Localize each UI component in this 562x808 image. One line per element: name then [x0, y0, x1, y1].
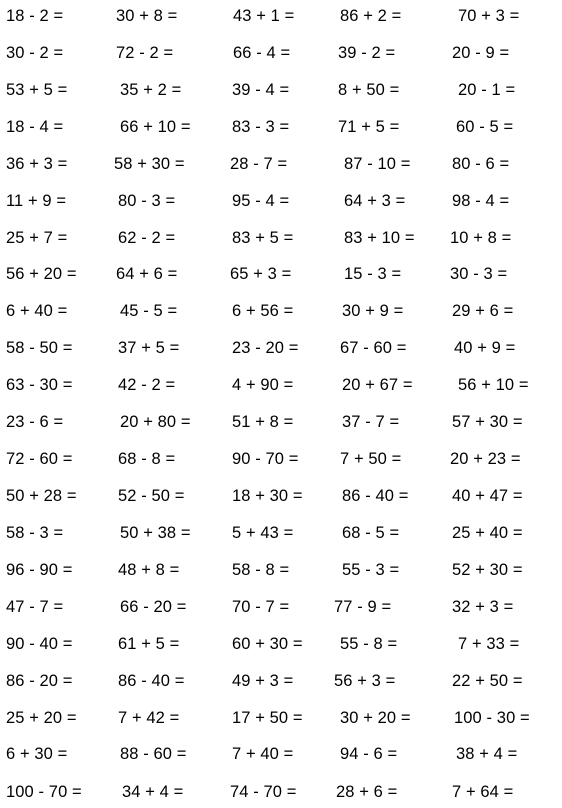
math-problem: 7 + 42 =	[118, 709, 180, 727]
math-problem: 30 + 8 =	[116, 7, 178, 25]
math-problem: 20 - 9 =	[452, 44, 510, 62]
math-problem: 100 - 30 =	[454, 709, 530, 727]
math-problem: 10 + 8 =	[450, 229, 512, 247]
math-problem: 15 - 3 =	[344, 265, 402, 283]
math-problem: 56 + 10 =	[458, 376, 529, 394]
math-problem: 23 - 6 =	[6, 413, 64, 431]
math-problem: 87 - 10 =	[344, 155, 411, 173]
math-problem: 61 + 5 =	[118, 635, 180, 653]
math-problem: 50 + 38 =	[120, 524, 191, 542]
math-problem: 29 + 6 =	[452, 302, 514, 320]
math-problem: 37 + 5 =	[118, 339, 180, 357]
math-problem: 58 - 50 =	[6, 339, 73, 357]
math-problem: 68 - 8 =	[118, 450, 176, 468]
math-problem: 56 + 3 =	[334, 672, 396, 690]
math-problem: 64 + 3 =	[344, 192, 406, 210]
math-problem: 70 - 7 =	[232, 598, 290, 616]
math-problem: 60 - 5 =	[456, 118, 514, 136]
math-problem: 86 + 2 =	[340, 7, 402, 25]
math-problem: 42 - 2 =	[118, 376, 176, 394]
math-problem: 86 - 40 =	[342, 487, 409, 505]
math-problem: 90 - 70 =	[232, 450, 299, 468]
math-problem: 30 - 2 =	[6, 44, 64, 62]
math-problem: 49 + 3 =	[232, 672, 294, 690]
math-problem: 53 + 5 =	[6, 81, 68, 99]
math-problem: 50 + 28 =	[6, 487, 77, 505]
math-problem: 25 + 20 =	[6, 709, 77, 727]
math-problem: 40 + 47 =	[452, 487, 523, 505]
math-problem: 52 + 30 =	[452, 561, 523, 579]
math-problem: 36 + 3 =	[6, 155, 68, 173]
math-problem: 67 - 60 =	[340, 339, 407, 357]
math-problem: 65 + 3 =	[230, 265, 292, 283]
math-problem: 56 + 20 =	[6, 265, 77, 283]
math-problem: 63 - 30 =	[6, 376, 73, 394]
math-problem: 58 + 30 =	[114, 155, 185, 173]
math-problem: 58 - 8 =	[232, 561, 290, 579]
math-problem: 98 - 4 =	[452, 192, 510, 210]
math-problem: 72 - 2 =	[116, 44, 174, 62]
math-problem: 80 - 3 =	[118, 192, 176, 210]
math-problem: 90 - 40 =	[6, 635, 73, 653]
math-problem: 25 + 40 =	[452, 524, 523, 542]
math-problem: 6 + 40 =	[6, 302, 68, 320]
math-problem: 51 + 8 =	[232, 413, 294, 431]
math-problem: 88 - 60 =	[120, 745, 187, 763]
math-problem: 20 + 80 =	[120, 413, 191, 431]
math-problem: 18 + 30 =	[232, 487, 303, 505]
math-problem: 86 - 20 =	[6, 672, 73, 690]
math-problem: 83 - 3 =	[232, 118, 290, 136]
math-problem: 39 - 4 =	[232, 81, 290, 99]
math-problem: 94 - 6 =	[340, 745, 398, 763]
math-problem: 6 + 30 =	[6, 745, 68, 763]
math-problem: 58 - 3 =	[6, 524, 64, 542]
math-problem: 83 + 5 =	[232, 229, 294, 247]
math-problem: 20 - 1 =	[458, 81, 516, 99]
math-problem: 22 + 50 =	[452, 672, 523, 690]
math-problem: 17 + 50 =	[232, 709, 303, 727]
math-problem: 38 + 4 =	[456, 745, 518, 763]
math-problem: 55 - 3 =	[342, 561, 400, 579]
math-problem: 30 - 3 =	[450, 265, 508, 283]
math-problem: 66 - 4 =	[233, 44, 291, 62]
math-problem: 7 + 40 =	[232, 745, 294, 763]
math-problem: 7 + 33 =	[458, 635, 520, 653]
math-problem: 34 + 4 =	[122, 783, 184, 801]
math-problem: 18 - 4 =	[6, 118, 64, 136]
math-problem: 5 + 43 =	[232, 524, 294, 542]
math-problem: 7 + 64 =	[452, 783, 514, 801]
math-problem: 100 - 70 =	[6, 783, 82, 801]
math-problem: 4 + 90 =	[232, 376, 294, 394]
math-problem: 72 - 60 =	[6, 450, 73, 468]
math-problem: 66 - 20 =	[120, 598, 187, 616]
math-problem: 30 + 20 =	[340, 709, 411, 727]
math-problem: 64 + 6 =	[116, 265, 178, 283]
math-problem: 86 - 40 =	[118, 672, 185, 690]
math-problem: 66 + 10 =	[120, 118, 191, 136]
math-problem: 32 + 3 =	[452, 598, 514, 616]
math-problem: 8 + 50 =	[338, 81, 400, 99]
math-problem: 80 - 6 =	[452, 155, 510, 173]
math-problem: 7 + 50 =	[340, 450, 402, 468]
math-problem: 48 + 8 =	[118, 561, 180, 579]
math-problem: 43 + 1 =	[233, 7, 295, 25]
math-problem: 28 + 6 =	[336, 783, 398, 801]
math-problem: 96 - 90 =	[6, 561, 73, 579]
math-problem: 52 - 50 =	[118, 487, 185, 505]
math-problem: 45 - 5 =	[120, 302, 178, 320]
math-problem: 37 - 7 =	[342, 413, 400, 431]
math-problem: 30 + 9 =	[342, 302, 404, 320]
math-problem: 57 + 30 =	[452, 413, 523, 431]
math-problem: 95 - 4 =	[232, 192, 290, 210]
math-problem: 68 - 5 =	[342, 524, 400, 542]
math-problem: 23 - 20 =	[232, 339, 299, 357]
math-problem: 35 + 2 =	[120, 81, 182, 99]
math-problem: 62 - 2 =	[118, 229, 176, 247]
math-problem: 60 + 30 =	[232, 635, 303, 653]
math-problem: 77 - 9 =	[334, 598, 392, 616]
math-problem: 71 + 5 =	[338, 118, 400, 136]
math-problem: 20 + 67 =	[342, 376, 413, 394]
math-problem: 55 - 8 =	[340, 635, 398, 653]
math-problem: 47 - 7 =	[6, 598, 64, 616]
math-problem: 20 + 23 =	[450, 450, 521, 468]
math-problem: 74 - 70 =	[230, 783, 297, 801]
math-problem: 70 + 3 =	[458, 7, 520, 25]
math-problem: 25 + 7 =	[6, 229, 68, 247]
math-problem: 6 + 56 =	[232, 302, 294, 320]
math-problem: 28 - 7 =	[230, 155, 288, 173]
math-problem: 83 + 10 =	[344, 229, 415, 247]
math-problem: 11 + 9 =	[6, 192, 67, 210]
math-problem: 40 + 9 =	[454, 339, 516, 357]
math-problem: 18 - 2 =	[6, 7, 64, 25]
math-problem: 39 - 2 =	[338, 44, 396, 62]
